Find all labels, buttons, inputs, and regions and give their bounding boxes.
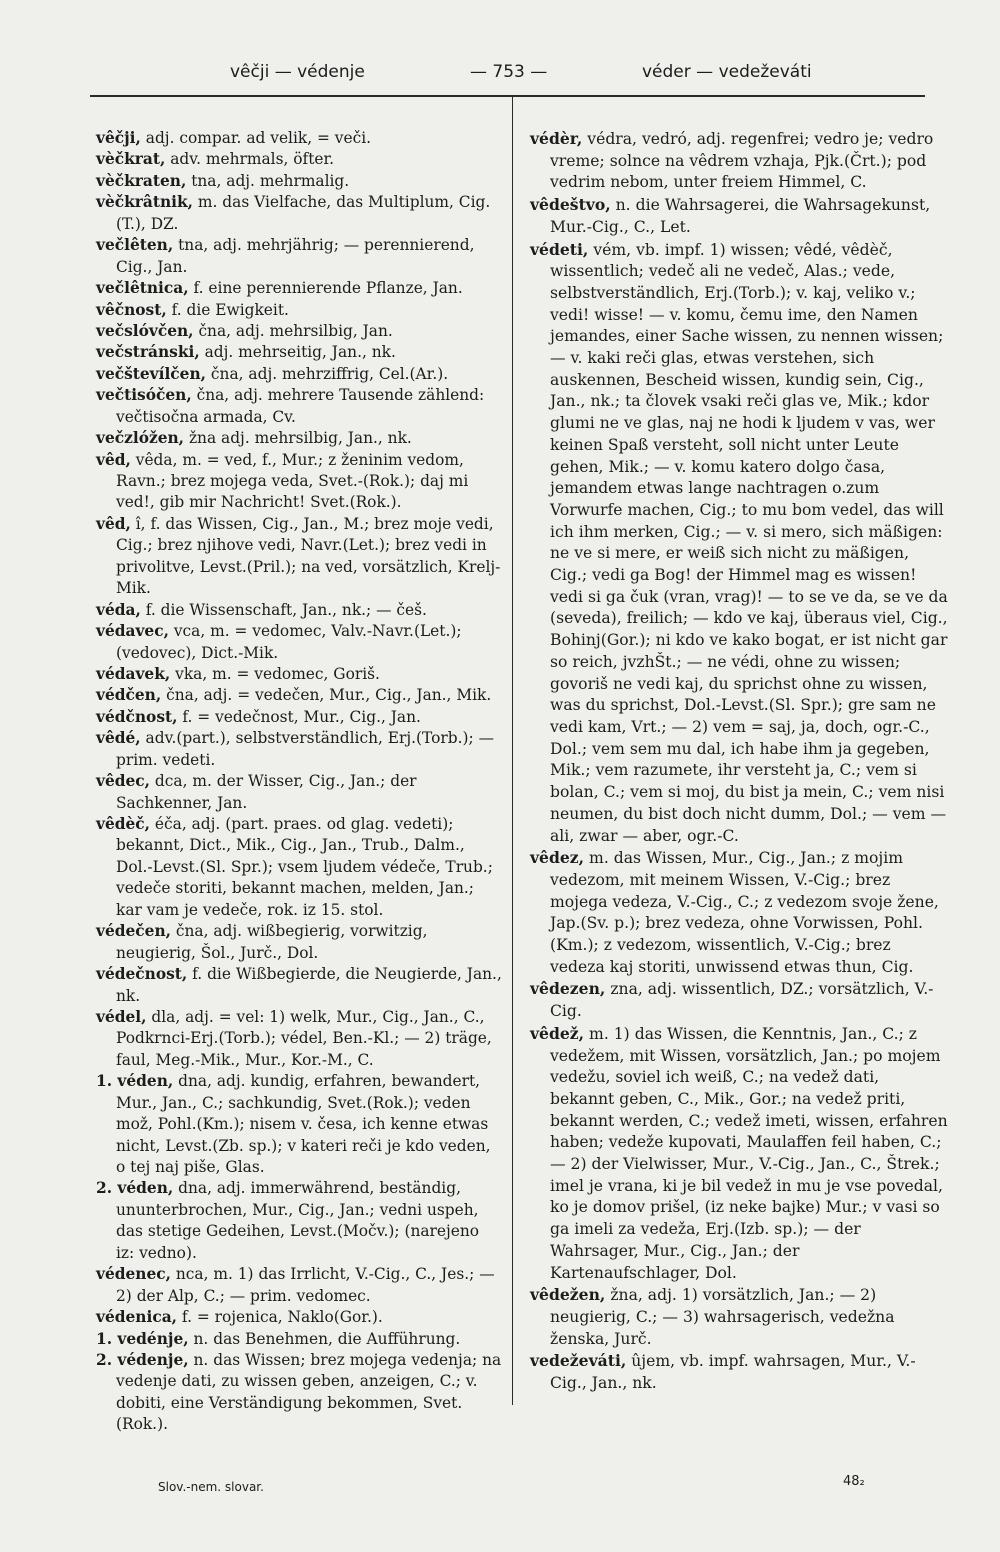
entry-headword: védavek, [96, 664, 171, 683]
dictionary-entry [96, 1307, 502, 1328]
running-header [0, 62, 1000, 92]
entry-headword: vêčnost, [96, 300, 167, 319]
entry-headword: védavec, [96, 622, 169, 641]
dictionary-entry [96, 128, 502, 149]
footer-publisher-line: Slov.-nem. slovar. [158, 1480, 264, 1494]
dictionary-entry [96, 1264, 502, 1307]
entry-headword: večstránski, [96, 343, 200, 362]
entry-definition: čna, adj. mehrsilbig, Jan. [193, 321, 393, 340]
dictionary-entry [96, 192, 502, 235]
entry-definition: vca, m. = vedomec, Valv.-Navr.(Let.); (vedovec), Dict.-Mik. [116, 622, 462, 662]
entry-definition: adv. mehrmals, öfter. [165, 150, 335, 169]
entry-headword: vêčji, [96, 129, 141, 147]
entry-headword: védečnost, [96, 965, 188, 984]
entry-definition: adj. mehrseitig, Jan., nk. [199, 343, 396, 362]
dictionary-entry [96, 600, 502, 621]
dictionary-entry [96, 171, 502, 192]
dictionary-entry [96, 621, 502, 664]
dictionary-entry [530, 978, 948, 1022]
entry-headword: vêdèč, [96, 815, 151, 833]
dictionary-entry [96, 149, 502, 170]
entry-definition: ûjem, vb. impf. wahrsagen, Mur., V.-Cig., Jan., nk. [550, 1352, 916, 1393]
entry-headword: védečen, [96, 922, 171, 941]
dictionary-entry [96, 450, 502, 514]
entry-headword: vêdec, [96, 772, 151, 791]
dictionary-entry [96, 300, 502, 321]
entry-headword: večlêtnica, [96, 279, 189, 298]
entry-headword: večtisóčen, [96, 386, 192, 405]
dictionary-entry [96, 235, 502, 278]
column-divider [512, 97, 513, 1405]
dictionary-entry [96, 921, 502, 964]
entry-definition: f. = rojenica, Naklo(Gor.). [177, 1308, 383, 1327]
entry-definition: n. das Wissen; brez mojega vedenja; na vedenje dati, zu wissen geben, anzeigen, C.; v. dobiti, eine Verständigung bekommen, Svet.(Rok.). [116, 1350, 502, 1434]
entry-headword: védel, [96, 1007, 147, 1026]
entry-headword: vèčkrat, [96, 150, 166, 169]
entry-headword: večštevílčen, [96, 364, 207, 383]
entry-definition: f. eine perennierende Pflanze, Jan. [188, 279, 463, 298]
dictionary-entry [96, 664, 502, 685]
entry-headword: véda, [96, 600, 141, 619]
entry-headword: vèčkraten, [96, 171, 187, 190]
entry-headword: 2. véden, [96, 1179, 174, 1198]
dictionary-entry [96, 428, 502, 449]
entry-definition: m. das Wissen, Mur., Cig., Jan.; z mojim vedezom, mit meinem Wissen, V.-Cig.; brez mojega vedeza, V.-Cig., C.; z vedezom svoje žene, Jap.(Sv. p.); brez vedeza, ohne Vorwissen, Pohl.(Km.); z vedezom, wissentlich, V.-Cig.; brez vedeza kaj storiti, unwissend etwas thun, Cig. [550, 849, 939, 976]
dictionary-entry [530, 128, 948, 194]
entry-headword: védenec, [96, 1265, 171, 1284]
dictionary-entry [530, 1284, 948, 1350]
right-column [530, 128, 948, 1395]
dictionary-entry [530, 239, 948, 848]
entry-headword: vêd, [96, 450, 131, 469]
entry-headword: vêdežen, [530, 1285, 606, 1305]
entry-headword: večzlóžen, [96, 429, 185, 448]
entry-definition: f. = vedečnost, Mur., Cig., Jan. [177, 707, 421, 726]
entry-headword: védeti, [530, 239, 589, 259]
entry-definition: nca, m. 1) das Irrlicht, V.-Cig., C., Jes.; — 2) der Alp, C.; — prim. vedomec. [116, 1265, 495, 1305]
entry-definition: čna, adj. = vedečen, Mur., Cig., Jan., Mik. [161, 686, 492, 705]
entry-definition: dla, adj. = vel: 1) welk, Mur., Cig., Jan., C., Podkrnci-Erj.(Torb.); védel, Ben.-Kl.; — 2) träge, faul, Meg.-Mik., Mur., Kor.-M., C. [116, 1007, 492, 1069]
entry-definition: védra, vedró, adj. regenfrei; vedro je; vedro vreme; solnce na vêdrem vzhaja, Pjk.(Črt.); pod vedrim nebom, unter freiem Himmel, C. [550, 130, 934, 192]
dictionary-entry [96, 814, 502, 921]
dictionary-entry [96, 707, 502, 728]
entry-definition: éča, adj. (part. praes. od glag. vedeti); bekannt, Dict., Mik., Cig., Jan., Trub., Dalm., Dol.-Levst.(Sl. Spr.); vsem ljudem védeče, Trub.; vedeče storiti, bekannt machen, melden, Jan.; kar vam je vedeče, rok. iz 15. stol. [116, 815, 493, 919]
dictionary-entry [96, 1178, 502, 1264]
entry-headword: 1. véden, [96, 1072, 174, 1091]
entry-definition: čna, adj. wißbegierig, vorwitzig, neugierig, Šol., Jurč., Dol. [116, 922, 428, 962]
dictionary-entry [530, 194, 948, 238]
dictionary-entry [96, 685, 502, 706]
dictionary-entry [96, 342, 502, 363]
entry-definition: žna adj. mehrsilbig, Jan., nk. [184, 429, 412, 448]
dictionary-entry [96, 364, 502, 385]
entry-definition: vka, m. = vedomec, Goriš. [170, 664, 380, 683]
header-left-guide-words: vêčji — védenje [230, 62, 365, 82]
entry-definition: tna, adj. mehrmalig. [186, 171, 350, 190]
dictionary-entry [96, 1071, 502, 1178]
entry-headword: vedeževáti, [530, 1351, 627, 1371]
entry-headword: vêdež, [530, 1023, 585, 1043]
entry-definition: f. die Wißbegierde, die Neugierde, Jan., nk. [116, 965, 502, 1005]
dictionary-entry [96, 514, 502, 600]
entry-definition: vém, vb. impf. 1) wissen; vêdé, vêdèč, wissentlich; vedeč ali ne vedeč, Alas.; vede, selbstverständlich, Erj.(Torb.); v. kaj, veliko v.; vedi! wisse! — v. komu, čemu ime, den Namen jemandes, einer Sache wissen, zu nennen wissen; — v. kaki reči glas, etwas verstehen, sich auskennen, Bescheid wissen, kundig sein, Cig., Jan., nk.; ta človek vsaki reči glas ve, Mik.; kdor glumi ne ve glas, naj ne hodi k ljudem v vas, wer keinen Spaß versteht, soll nicht unter Leute gehen, Mik.; — v. komu katero dolgo časa, jemandem etwas lange nachtragen o.zum Vorwurfe machen, Cig.; to mu bom vedel, das will ich ihm merken, Cig.; — v. si mero, sich mäßigen: ne ve si mere, er weiß sich nicht zu mäßigen, Cig.; vedi ga Bog! der Himmel mag es wissen! vedi si ga čuk (vran, vrag)! — to se ve da, se ve da (seveda), freilich; — kdo ve kaj, überaus viel, Cig., Bohinj(Gor.); ni kdo ve kako bogat, er ist nicht gar so reich, jvzhŠt.; — ne védi, ohne zu wissen; govoriš ne vedi kaj, du sprichst ohne zu wissen, was du sprichst, Dol.-Levst.(Sl. Spr.); gre sam ne vedi kam, Vrt.; — 2) vem = saj, ja, doch, ogr.-C., Dol.; vem sem mu dal, ich habe ihm ja gegeben, Mik.; vem razumete, ihr versteht ja, C.; vem si bolan, C.; vem si moj, du bist ja mein, C.; vem nisi neumen, du bist doch nicht dumm, Dol.; — vem — ali, zwar — aber, ogr.-C. [550, 240, 948, 845]
entry-headword: 1. vedénje, [96, 1329, 189, 1348]
dictionary-entry [96, 278, 502, 299]
header-rule [90, 95, 925, 97]
entry-definition: m. 1) das Wissen, die Kenntnis, Jan., C.; z vedežem, mit Wissen, vorsätzlich, Jan.; po mojem vedežu, soviel ich weiß, C.; na vedež dati, bekannt geben, C., Mik., Gor.; na vedež priti, bekannt werden, C.; vedež imeti, wissen, erfahren haben; vedeže kupovati, Maulaffen feil haben, C.; — 2) der Vielwisser, Mur., V.-Cig., Jan., C., Štrek.; imel je vrana, ki je bil vedež in mu je vse povedal, ko je domov prišel, (iz neke bajke) Mur.; v vasi so ga imeli za vedeža, Erj.(Izb. sp.); — der Wahrsager, Mur., Cig., Jan.; der Kartenaufschlager, Dol. [550, 1024, 948, 1282]
entry-headword: vêdez, [530, 848, 585, 868]
entry-headword: védčnost, [96, 707, 178, 726]
dictionary-entry [96, 1007, 502, 1071]
header-right-guide-words: véder — vedeževáti [642, 62, 812, 82]
entry-definition: čna, adj. mehrziffrig, Cel.(Ar.). [206, 364, 449, 383]
entry-definition: tna, adj. mehrjährig; — perennierend, Cig., Jan. [116, 236, 475, 276]
entry-definition: dca, m. der Wisser, Cig., Jan.; der Sachkenner, Jan. [116, 772, 417, 812]
dictionary-entry [530, 1023, 948, 1284]
left-column [96, 128, 502, 1436]
page-number: — 753 — [470, 62, 548, 82]
dictionary-entry [96, 1350, 502, 1436]
dictionary-entry [96, 321, 502, 342]
entry-headword: vêd, [96, 514, 131, 533]
entry-definition: zna, adj. wissentlich, DZ.; vorsätzlich, V.-Cig. [550, 980, 934, 1021]
entry-definition: adv.(part.), selbstverständlich, Erj.(Torb.); — prim. vedeti. [116, 729, 494, 769]
entry-definition: m. das Vielfache, das Multiplum, Cig.(T.), DZ. [116, 193, 491, 233]
entry-headword: vêdezen, [530, 979, 606, 999]
signature-mark: 48₂ [843, 1474, 865, 1489]
entry-definition: n. die Wahrsagerei, die Wahrsagekunst, Mur.-Cig., C., Let. [550, 196, 931, 236]
entry-headword: vèčkrâtnik, [96, 193, 194, 212]
dictionary-entry [96, 964, 502, 1007]
entry-definition: dna, adj. kundig, erfahren, bewandert, Mur., Jan., C.; sachkundig, Svet.(Rok.); veden mož, Pohl.(Km.); nisem v. česa, ich kenne etwas nicht, Levst.(Zb. sp.); v kateri reči je kdo veden, o tej naj piše, Glas. [116, 1072, 491, 1176]
dictionary-entry [96, 728, 502, 771]
entry-definition: f. die Wissenschaft, Jan., nk.; — češ. [140, 600, 427, 619]
entry-headword: vêdeštvo, [530, 195, 611, 215]
dictionary-entry [96, 771, 502, 814]
dictionary-entry [530, 1350, 948, 1394]
entry-headword: večslóvčen, [96, 321, 194, 340]
entry-headword: večlêten, [96, 236, 174, 255]
entry-definition: î, f. das Wissen, Cig., Jan., M.; brez moje vedi, Cig.; brez njihove vedi, Navr.(Let.); brez vedi in privolitve, Levst.(Pril.); na ved, vorsätzlich, Krelj-Mik. [116, 514, 501, 598]
dictionary-entry [96, 385, 502, 428]
entry-headword: védenica, [96, 1308, 178, 1327]
entry-definition: n. das Benehmen, die Aufführung. [188, 1329, 461, 1348]
entry-headword: védèr, [530, 129, 583, 148]
entry-definition: vêda, m. = ved, f., Mur.; z ženinim vedom, Ravn.; brez mojega veda, Svet.-(Rok.); daj mi ved!, gib mir Nachricht! Svet.(Rok.). [116, 450, 469, 512]
entry-headword: védčen, [96, 686, 162, 705]
entry-definition: dna, adj. immerwährend, beständig, ununterbrochen, Mur., Cig., Jan.; vedni uspeh, das stetige Gedeihen, Levst.(Močv.); (narejeno iz: vedno). [116, 1179, 480, 1262]
dictionary-entry [96, 1329, 502, 1350]
entry-headword: 2. védenje, [96, 1350, 189, 1369]
dictionary-entry [530, 847, 948, 978]
entry-definition: f. die Ewigkeit. [166, 300, 289, 319]
entry-definition: žna, adj. 1) vorsätzlich, Jan.; — 2) neugierig, C.; — 3) wahrsagerisch, vedežna ženska, Jurč. [550, 1286, 895, 1348]
entry-definition: čna, adj. mehrere Tausende zählend: večtisočna armada, Cv. [116, 386, 485, 426]
entry-definition: adj. compar. ad velik, = veči. [140, 129, 372, 147]
entry-headword: vêdé, [96, 729, 141, 748]
